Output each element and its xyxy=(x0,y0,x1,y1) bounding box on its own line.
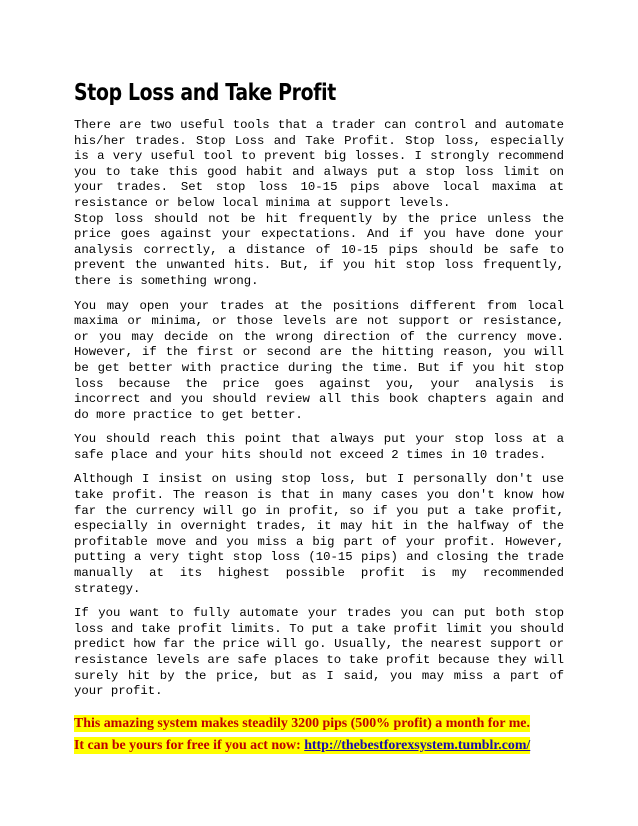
paragraph-4: You should reach this point that always put your stop loss at a safe place and your hits should not exceed 2 times in 10 trades. xyxy=(74,432,564,462)
promo-link[interactable]: http://thebestforexsystem.tumblr.com/ xyxy=(304,738,531,753)
promo-banner xyxy=(74,713,564,757)
document-body xyxy=(74,118,564,709)
paragraph-6: If you want to fully automate your trades you can put both stop loss and take profit limits. To put a take profit limit you should predict how far the price will go. Usually, the nearest support or resistance levels are safe places to take profit because they will surely hit by the price, but as I said, you may miss a part of your profit. xyxy=(74,606,564,699)
paragraph-3: You may open your trades at the positions different from local maxima or minima, or those levels are not support or resistance, or you may decide on the wrong direction of the currency move. However, if the first or second are the hitting reason, you will be get better with practice during the time. But if you hit stop loss because the price goes against you, your analysis is incorrect and you should review all this book chapters again and do more practice to get better. xyxy=(74,298,564,422)
promo-line-1-text: This amazing system makes steadily 3200 pips (500% profit) a month for me. xyxy=(74,716,530,731)
paragraph-2: Stop loss should not be hit frequently by the price unless the price goes against your expectations. And if you have done your analysis correctly, a distance of 10-15 pips should be safe to prevent the unwanted hits. But, if you hit stop loss frequently, there is something wrong. xyxy=(74,211,564,288)
page-title: Stop Loss and Take Profit xyxy=(74,80,336,106)
promo-line-2-text: It can be yours for free if you act now: xyxy=(74,738,305,753)
paragraph-1: There are two useful tools that a trader can control and automate his/her trades. Stop Loss and Take Profit. Stop loss, especially is a very useful tool to prevent big losses. I strongly recommend you to take this good habit and always put a stop loss limit on your trades. Set stop loss 10-15 pips above local maxima at resistance or below local minima at support levels. xyxy=(74,118,564,210)
promo-line-2 xyxy=(74,735,564,757)
paragraph-5: Although I insist on using stop loss, but I personally don't use take profit. The reason is that in many cases you don't know how far the currency will go in profit, so if you put a take profit, especially in overnight trades, it may hit in the halfway of the profitable move and you miss a big part of your profit. However, putting a very tight stop loss (10-15 pips) and closing the trade manually at its highest possible profit is my recommended strategy. xyxy=(74,472,564,596)
promo-line-1 xyxy=(74,713,564,735)
